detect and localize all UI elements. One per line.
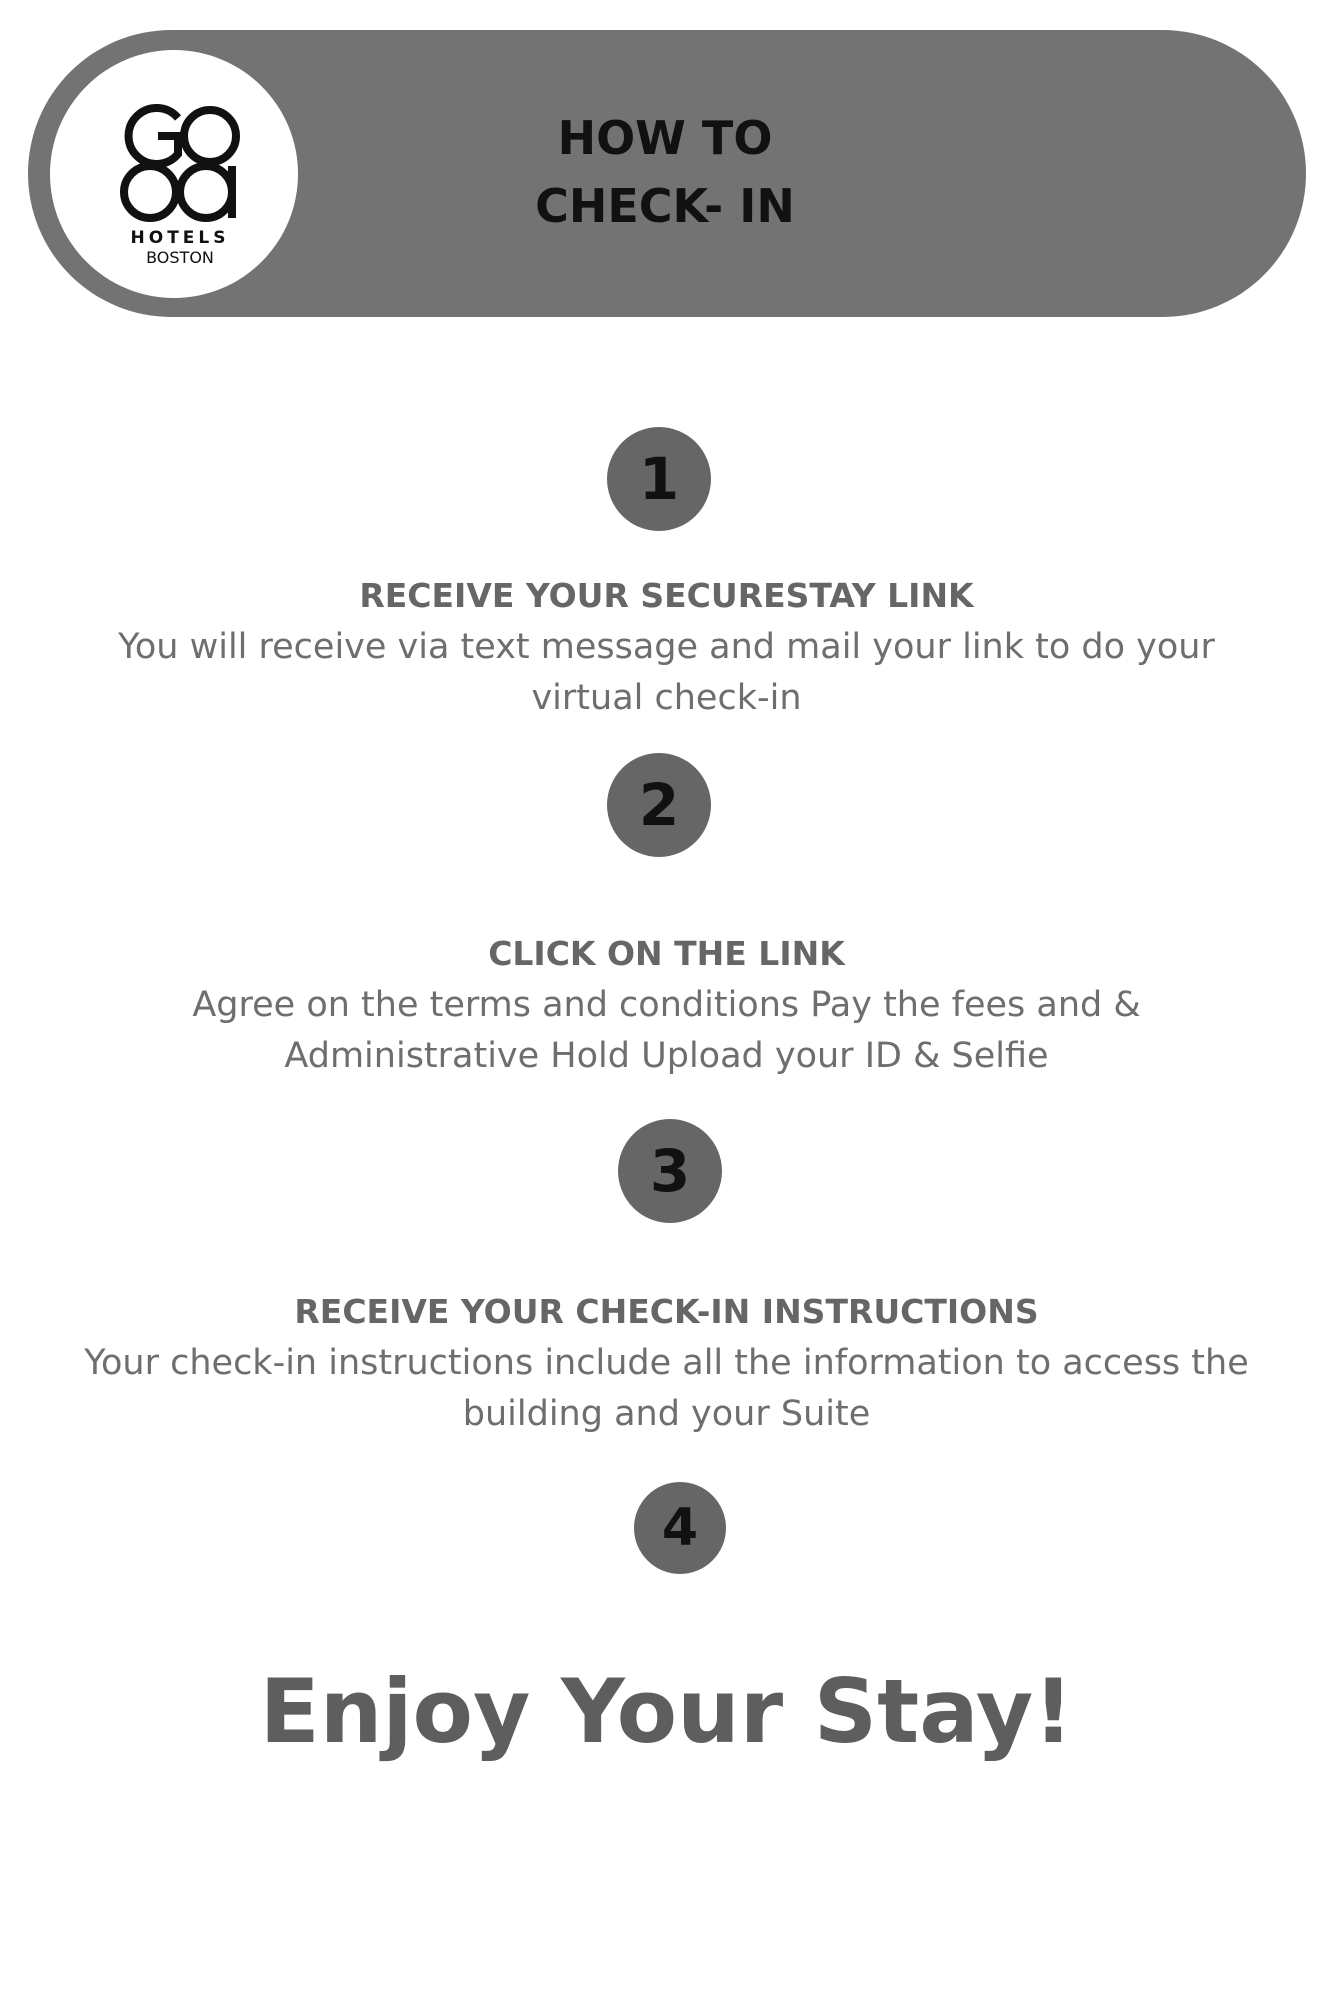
step-1-badge: 1	[607, 427, 711, 531]
logo-hotels-label: HOTELS	[130, 228, 230, 248]
step-2-badge: 2	[607, 753, 711, 857]
step-3-badge: 3	[618, 1119, 722, 1223]
step-2-description: Agree on the terms and conditions Pay the fees and & Administrative Hold Upload your ID & Selfie	[192, 985, 1141, 1076]
closing-message: Enjoy Your Stay!	[259, 1660, 1074, 1763]
page-title-line1: HOW TO	[557, 111, 773, 165]
step-3-heading: RECEIVE YOUR CHECK-IN INSTRUCTIONS	[294, 1292, 1039, 1331]
page-title-line2: CHECK- IN	[535, 179, 795, 233]
step-1-heading: RECEIVE YOUR SECURESTAY LINK	[359, 576, 974, 615]
step-2-heading: CLICK ON THE LINK	[488, 934, 845, 973]
step-3-description: Your check-in instructions include all the information to access the building and your Suite	[84, 1343, 1249, 1434]
go-hotels-logo	[118, 104, 242, 228]
step-4-badge: 4	[634, 1482, 726, 1574]
step-1-description: You will receive via text message and mail your link to do your virtual check-in	[118, 627, 1215, 718]
logo-city-label: BOSTON	[146, 248, 214, 267]
page-title	[470, 104, 860, 240]
